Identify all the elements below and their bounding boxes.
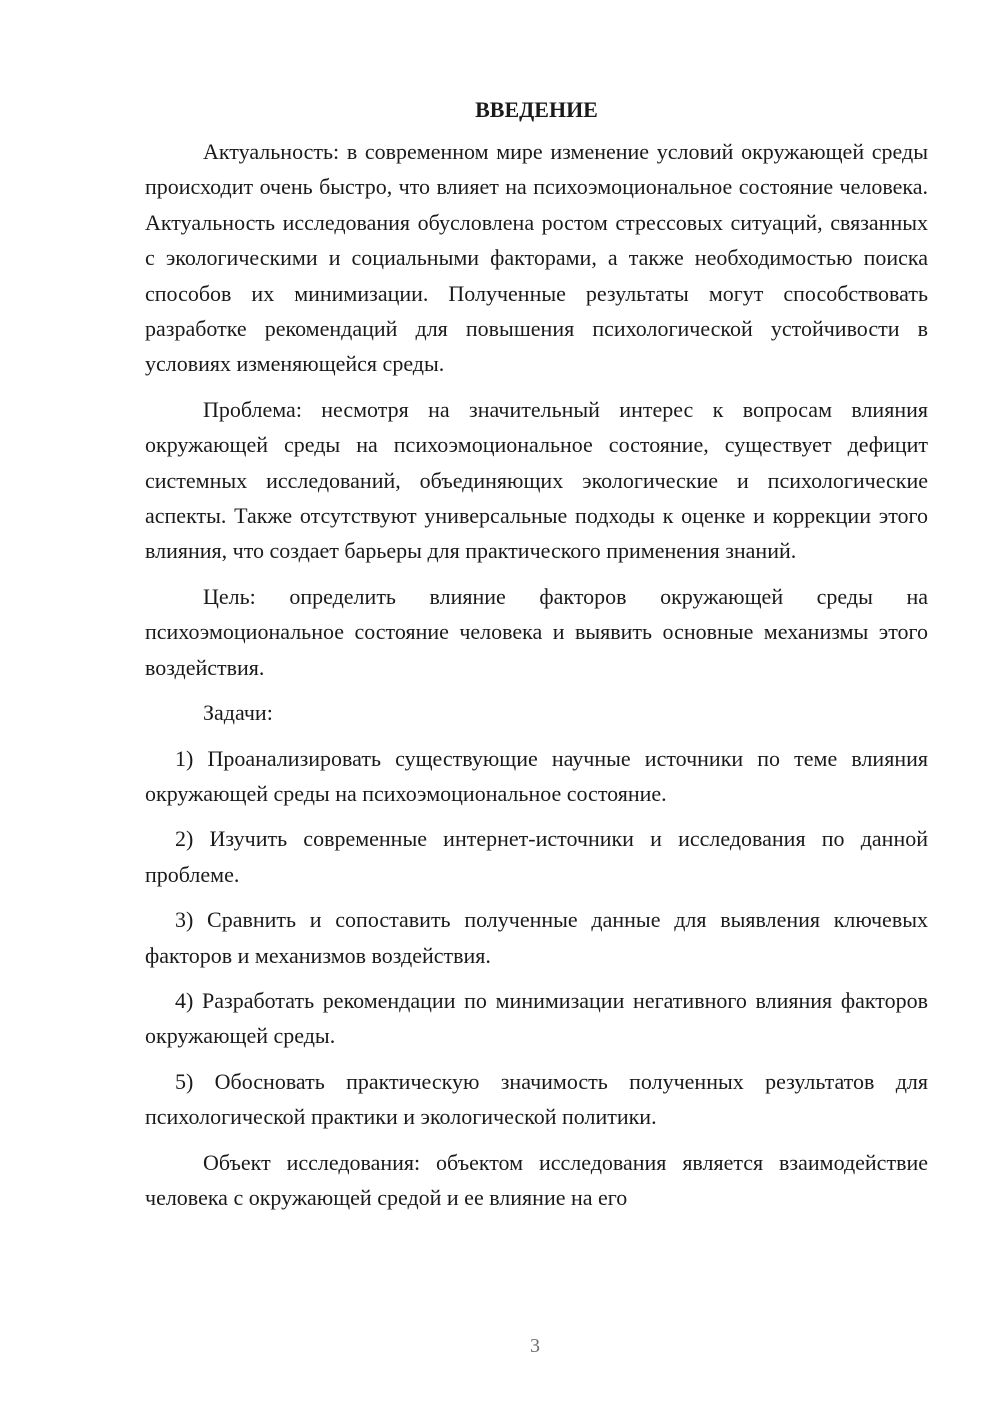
task-item: 2) Изучить современные интернет-источники и исследования по данной проблеме.: [145, 826, 928, 887]
document-page: [145, 94, 928, 1215]
paragraph-relevance: Актуальность: в современном мире изменение условий окружающей среды происходит очень быстро, что влияет на психоэмоциональное состояние человека. Актуальность исследования обусловлена ростом стрессовых ситуаций, связанных с экологическими и социальными факторами, а также необходимостью поиска способов их минимизации. Полученные результаты могут способствовать разработке рекомендаций для повышения психологической устойчивости в условиях изменяющейся среды.: [145, 139, 928, 377]
task-item: 4) Разработать рекомендации по минимизации негативного влияния факторов окружающей среды.: [145, 987, 928, 1049]
task-item: 3) Сравнить и сопоставить полученные данные для выявления ключевых факторов и механизмов воздействия.: [145, 907, 928, 968]
task-item: 1) Проанализировать существующие научные источники по теме влияния окружающей среды на психоэмоциональное состояние.: [145, 745, 928, 806]
tasks-label: Задачи:: [203, 700, 273, 726]
task-item: 5) Обосновать практическую значимость полученных результатов для психологической практики и экологической политики.: [145, 1068, 928, 1130]
paragraph-problem: Проблема: несмотря на значительный интерес к вопросам влияния окружающей среды на психоэмоциональное состояние, существует дефицит системных исследований, объединяющих экологические и психологические аспекты. Также отсутствуют универсальные подходы к оценке и коррекции этого влияния, что создает барьеры для практического применения знаний.: [145, 396, 928, 564]
paragraph-object: Объект исследования: объектом исследования является взаимодействие человека с окружающей средой и ее влияние на его: [145, 1149, 928, 1210]
section-heading: ВВЕДЕНИЕ: [475, 97, 598, 122]
paragraph-goal: Цель: определить влияние факторов окружающей среды на психоэмоциональное состояние человека и выявить основные механизмы этого воздействия.: [145, 583, 928, 680]
page-number: 3: [530, 1335, 540, 1357]
